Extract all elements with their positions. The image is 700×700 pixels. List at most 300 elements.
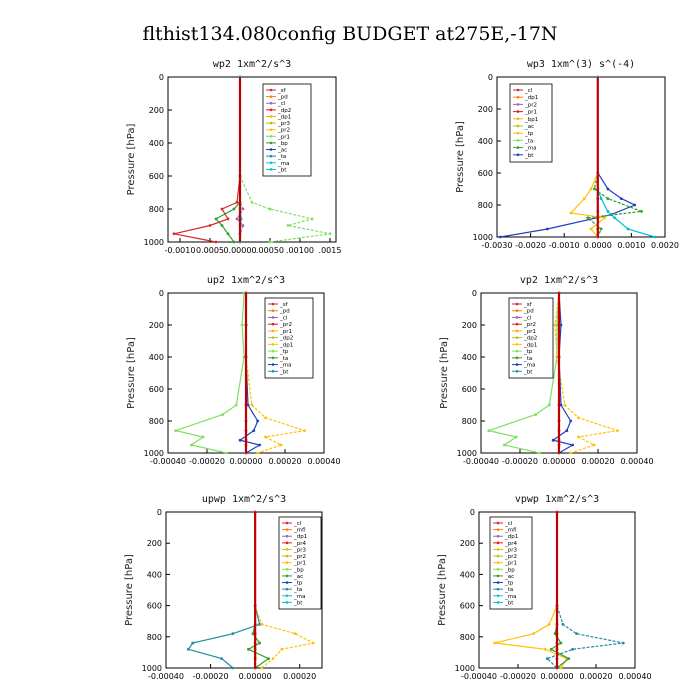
data-point: [640, 210, 643, 213]
legend-label: _tp: [524, 349, 533, 356]
data-point: [312, 642, 315, 645]
legend-label: _pr1: [280, 328, 293, 335]
legend-label: _ac: [525, 124, 535, 130]
y-tick-label: 600: [461, 385, 477, 394]
data-point: [499, 236, 502, 239]
y-tick-label: 0: [471, 289, 477, 298]
data-point: [242, 224, 245, 227]
data-point: [303, 429, 306, 432]
data-point: [577, 436, 580, 439]
data-point: [272, 657, 275, 660]
legend-marker: [517, 146, 520, 149]
data-point: [583, 197, 586, 200]
legend-marker: [517, 103, 520, 106]
y-tick-label: 200: [477, 105, 493, 114]
legend-marker: [272, 323, 275, 326]
series-line-pd: [216, 77, 240, 242]
data-point: [552, 439, 555, 442]
legend-label: _pr3: [505, 547, 518, 554]
data-point: [606, 188, 609, 191]
y-tick-label: 800: [148, 205, 164, 214]
legend-marker: [497, 594, 500, 597]
y-tick-label: 200: [148, 106, 164, 115]
data-point: [269, 208, 272, 211]
legend-label: _pr2: [525, 102, 538, 109]
y-tick-label: 0: [156, 508, 162, 517]
legend-label: _ac: [505, 573, 515, 580]
legend-marker: [497, 548, 500, 551]
panel-title: vpwp 1xm^2/s^3: [514, 494, 600, 505]
legend-marker: [272, 363, 275, 366]
legend-label: _ta: [505, 587, 514, 594]
y-axis-label: Pressure [hPa]: [126, 337, 137, 409]
legend-label: _dp2: [524, 335, 538, 342]
legend-marker: [286, 601, 289, 604]
legend-label: _ma: [294, 593, 306, 600]
data-point: [560, 667, 563, 670]
legend-marker: [270, 89, 273, 92]
legend-marker: [497, 542, 500, 545]
y-tick-label: 400: [146, 570, 162, 580]
data-point: [620, 197, 623, 200]
legend-marker: [270, 115, 273, 118]
legend-label: _pr1: [505, 560, 518, 567]
x-tick-label: -0.00020: [189, 457, 225, 466]
legend-label: _sf: [278, 88, 286, 94]
data-point: [258, 642, 261, 645]
legend-label: _pr3: [294, 547, 307, 554]
legend-label: _cl: [524, 315, 532, 322]
series-line-bp: [249, 512, 269, 668]
panel-5: [124, 494, 322, 681]
x-tick-label: -0.0010: [548, 241, 580, 250]
legend: [510, 84, 552, 162]
legend-label: _cl: [505, 521, 513, 527]
legend-label: _pr1: [278, 134, 291, 141]
x-tick-label: -0.00040: [463, 457, 499, 466]
series-line-pr2: [555, 293, 617, 453]
x-tick-label: -0.0030: [481, 241, 513, 250]
data-point: [233, 241, 236, 244]
data-point: [220, 657, 223, 660]
x-tick-label: .00050: [256, 246, 284, 255]
data-point: [267, 657, 270, 660]
data-point: [550, 648, 553, 651]
series-line-cl: [174, 77, 240, 242]
data-point: [269, 241, 272, 244]
data-point: [565, 429, 568, 432]
legend-marker: [272, 350, 275, 353]
data-point: [606, 210, 609, 213]
legend-label: _bp: [278, 140, 288, 147]
legend-label: _ma: [524, 362, 536, 369]
data-point: [241, 324, 244, 327]
y-tick-label: 800: [148, 417, 164, 426]
x-tick-label: 0.00020: [283, 672, 317, 681]
legend-label: _dp1: [294, 534, 308, 541]
legend: [265, 298, 313, 378]
data-point: [544, 648, 547, 651]
legend-marker: [517, 96, 520, 99]
legend-marker: [497, 555, 500, 558]
legend-marker: [286, 581, 289, 584]
legend-marker: [517, 110, 520, 113]
data-point: [264, 416, 267, 419]
data-point: [546, 657, 549, 660]
data-point: [227, 218, 230, 221]
x-tick-label: 0.00000: [542, 457, 576, 466]
legend-label: _pd: [280, 308, 290, 315]
series-line-pr1: [571, 77, 605, 237]
data-point: [563, 404, 566, 407]
data-point: [256, 420, 259, 423]
data-point: [221, 413, 224, 416]
y-tick-label: 200: [459, 539, 475, 549]
x-tick-label: -0.00040: [461, 672, 497, 681]
panel-1: [126, 59, 341, 255]
legend-label: _dp2: [278, 107, 292, 114]
y-tick-label: 1000: [143, 449, 164, 458]
y-tick-label: 600: [459, 601, 475, 611]
y-tick-label: 0: [158, 289, 164, 298]
legend-label: _mfl: [505, 527, 517, 534]
legend-marker: [270, 142, 273, 145]
legend-label: _pr2: [524, 322, 537, 329]
data-point: [236, 201, 239, 204]
data-point: [593, 444, 596, 447]
legend-label: _pr3: [278, 121, 291, 128]
legend-marker: [497, 522, 500, 525]
data-point: [569, 452, 572, 455]
legend-label: _sf: [524, 302, 532, 308]
legend-marker: [517, 154, 520, 157]
legend-label: _pr2: [294, 554, 307, 561]
legend-marker: [286, 561, 289, 564]
legend-label: _pr1: [525, 109, 538, 116]
data-point: [654, 236, 657, 239]
legend-marker: [272, 370, 275, 373]
x-tick-label: 0.00040: [620, 457, 654, 466]
data-point: [231, 632, 234, 635]
panels: [124, 59, 679, 681]
y-tick-label: 200: [461, 321, 477, 330]
data-point: [202, 436, 205, 439]
data-point: [251, 201, 254, 204]
legend-marker: [270, 95, 273, 98]
y-tick-label: 600: [148, 172, 164, 181]
x-tick-label: -0.00040: [150, 457, 186, 466]
y-tick-label: 600: [477, 169, 493, 178]
data-point: [567, 657, 570, 660]
data-point: [287, 224, 290, 227]
data-point: [260, 623, 263, 626]
y-tick-label: 800: [146, 632, 162, 642]
legend-label: _pr2: [505, 554, 518, 561]
legend-marker: [516, 316, 519, 319]
x-tick-label: -0.0010: [164, 246, 196, 255]
data-point: [247, 648, 250, 651]
legend-marker: [516, 363, 519, 366]
legend-label: _bp1: [525, 116, 539, 123]
legend-label: _dp1: [524, 342, 538, 349]
y-tick-label: 800: [477, 201, 493, 210]
legend-label: _pr1: [294, 560, 307, 567]
legend-label: _bp: [505, 567, 515, 574]
y-tick-label: 0: [487, 73, 493, 82]
data-point: [606, 197, 609, 200]
data-point: [221, 208, 224, 211]
legend-label: _cl: [278, 101, 286, 108]
y-tick-label: 400: [477, 137, 493, 146]
data-point: [329, 232, 332, 235]
y-tick-label: 800: [459, 632, 475, 642]
legend-marker: [270, 122, 273, 125]
data-point: [503, 444, 506, 447]
data-point: [538, 452, 541, 455]
data-point: [570, 212, 573, 215]
data-point: [532, 632, 535, 635]
data-point: [633, 204, 636, 207]
legend-label: _cl: [525, 88, 533, 94]
x-tick-label: -0.00040: [148, 672, 184, 681]
data-point: [554, 324, 557, 327]
legend-label: _pr4: [294, 540, 307, 547]
legend-marker: [286, 555, 289, 558]
data-point: [174, 429, 177, 432]
x-tick-label: -0.00020: [192, 672, 229, 681]
x-tick-label: -0.00020: [500, 672, 536, 681]
x-tick-label: -0.0020: [515, 241, 547, 250]
panel-3: [126, 275, 341, 466]
legend-label: _pd: [524, 308, 534, 315]
data-point: [233, 208, 236, 211]
legend-label: _ta: [278, 154, 287, 161]
legend: [263, 84, 311, 176]
legend-label: _cl: [280, 315, 288, 322]
legend-label: _bt: [505, 600, 514, 607]
panel-4: [439, 275, 654, 466]
data-point: [187, 648, 190, 651]
legend-label: _sf: [280, 302, 288, 308]
x-tick-label: 0.00000: [540, 672, 574, 681]
x-tick-label: 0.00000: [238, 672, 272, 681]
legend-label: _cl: [294, 521, 302, 527]
legend-marker: [286, 588, 289, 591]
legend-label: _ta: [280, 355, 289, 362]
data-point: [221, 224, 224, 227]
y-tick-label: 1000: [456, 449, 477, 458]
x-tick-label: 0.00040: [307, 457, 341, 466]
data-point: [236, 218, 239, 221]
legend-label: _bt: [525, 152, 534, 159]
x-tick-label: 0.00020: [579, 672, 613, 681]
data-point: [209, 224, 212, 227]
legend-marker: [286, 542, 289, 545]
legend-marker: [286, 548, 289, 551]
y-tick-label: 1000: [454, 664, 475, 673]
legend-marker: [497, 581, 500, 584]
legend-label: _bt: [294, 600, 303, 607]
legend-label: _ma: [525, 145, 537, 152]
legend-marker: [270, 148, 273, 151]
data-point: [560, 642, 563, 645]
data-point: [258, 444, 261, 447]
y-axis-label: Pressure [hPa]: [124, 554, 135, 626]
panel-title: up2 1xm^2/s^3: [206, 275, 286, 286]
x-tick-label: 0.00020: [268, 457, 302, 466]
legend-marker: [516, 350, 519, 353]
legend-label: _dp2: [280, 335, 294, 342]
legend-marker: [270, 168, 273, 171]
legend-label: _ta: [294, 587, 303, 594]
legend-marker: [270, 109, 273, 112]
legend-label: _pd: [278, 94, 288, 101]
legend-label: _ta: [525, 138, 534, 145]
x-tick-label: -0.00020: [502, 457, 538, 466]
x-tick-label: 0.00040: [618, 672, 652, 681]
legend-marker: [517, 125, 520, 128]
panel-title: upwp 1xm^2/s^3: [201, 494, 287, 505]
x-tick-label: .0015: [318, 246, 342, 255]
data-point: [215, 218, 218, 221]
y-tick-label: 0: [158, 73, 164, 82]
legend-label: _ac: [278, 147, 288, 154]
legend-marker: [286, 575, 289, 578]
legend-label: _bt: [278, 167, 287, 174]
y-tick-label: 1000: [143, 238, 164, 247]
legend-marker: [516, 303, 519, 306]
y-tick-label: 800: [461, 417, 477, 426]
x-tick-label: 0.0005: [196, 246, 224, 255]
y-axis-label: Pressure [hPa]: [437, 554, 448, 626]
series-line-ta: [188, 512, 259, 668]
y-tick-label: 200: [148, 321, 164, 330]
data-point: [577, 416, 580, 419]
data-point: [215, 241, 218, 244]
data-point: [225, 452, 228, 455]
legend: [490, 517, 532, 609]
legend-label: _dp1: [280, 342, 294, 349]
legend-marker: [270, 155, 273, 158]
data-point: [173, 232, 176, 235]
data-point: [250, 404, 253, 407]
legend-marker: [517, 89, 520, 92]
y-tick-label: 400: [148, 353, 164, 362]
data-point: [231, 667, 234, 670]
data-point: [571, 444, 574, 447]
legend-label: _ma: [505, 593, 517, 600]
legend-label: _bp: [294, 567, 304, 574]
legend-label: _bt: [280, 369, 289, 376]
legend-marker: [286, 594, 289, 597]
legend-marker: [272, 303, 275, 306]
legend-marker: [516, 343, 519, 346]
legend-label: _ma: [280, 362, 292, 369]
legend: [279, 517, 321, 609]
data-point: [548, 404, 551, 407]
data-point: [235, 404, 238, 407]
legend: [509, 298, 553, 378]
y-tick-label: 400: [461, 353, 477, 362]
legend-label: _pr1: [524, 328, 537, 335]
legend-label: _pr4: [505, 540, 518, 547]
x-tick-label: 0.0020: [651, 241, 679, 250]
panel-6: [437, 494, 652, 681]
legend-marker: [497, 568, 500, 571]
y-axis-label: Pressure [hPa]: [126, 123, 137, 196]
legend-marker: [516, 336, 519, 339]
panel-title: vp2 1xm^2/s^3: [519, 275, 599, 286]
data-point: [590, 188, 593, 191]
legend-label: _ma: [278, 160, 290, 167]
data-point: [515, 436, 518, 439]
x-tick-label: 0.00000: [223, 246, 257, 255]
legend-marker: [517, 132, 520, 135]
data-point: [575, 632, 578, 635]
data-point: [546, 228, 549, 231]
y-tick-label: 200: [146, 539, 162, 549]
series-line-dp2: [176, 293, 244, 453]
figure-title: flthist134.080config BUDGET at275E,-17N: [142, 23, 558, 45]
panel-2: [455, 59, 679, 250]
x-tick-label: .00100: [286, 246, 314, 255]
legend-label: _pr2: [280, 322, 293, 329]
legend-marker: [497, 575, 500, 578]
y-tick-label: 1000: [141, 664, 162, 673]
legend-marker: [286, 528, 289, 531]
y-axis-label: Pressure [hPa]: [455, 121, 466, 193]
legend-marker: [516, 323, 519, 326]
legend-marker: [497, 588, 500, 591]
legend-label: _dp1: [525, 95, 539, 102]
legend-marker: [272, 316, 275, 319]
y-tick-label: 1000: [472, 233, 493, 242]
legend-label: _tp: [294, 580, 303, 587]
data-point: [260, 667, 263, 670]
data-point: [242, 208, 245, 211]
series-line-bp: [551, 512, 569, 668]
data-point: [593, 188, 596, 191]
legend-marker: [286, 522, 289, 525]
y-tick-label: 600: [148, 385, 164, 394]
legend-marker: [516, 309, 519, 312]
data-point: [256, 452, 259, 455]
legend-marker: [272, 330, 275, 333]
legend-marker: [497, 535, 500, 538]
data-point: [227, 232, 230, 235]
legend-label: _ac: [294, 573, 304, 580]
data-point: [613, 216, 616, 219]
panel-title: wp2 1xm^2/s^3: [212, 59, 292, 70]
legend-label: _dp1: [278, 114, 292, 121]
data-point: [622, 642, 625, 645]
legend-marker: [270, 161, 273, 164]
panel-title: wp3 1xm^(3) s^(-4): [526, 59, 636, 70]
legend-marker: [272, 357, 275, 360]
x-tick-label: 0.0000: [583, 241, 612, 250]
legend-label: _mfl: [294, 527, 306, 534]
data-point: [493, 642, 496, 645]
legend-marker: [272, 343, 275, 346]
data-point: [603, 216, 606, 219]
data-point: [239, 439, 242, 442]
data-point: [616, 429, 619, 432]
legend-marker: [270, 128, 273, 131]
legend-marker: [497, 561, 500, 564]
legend-marker: [517, 139, 520, 142]
data-point: [190, 444, 193, 447]
data-point: [294, 632, 297, 635]
